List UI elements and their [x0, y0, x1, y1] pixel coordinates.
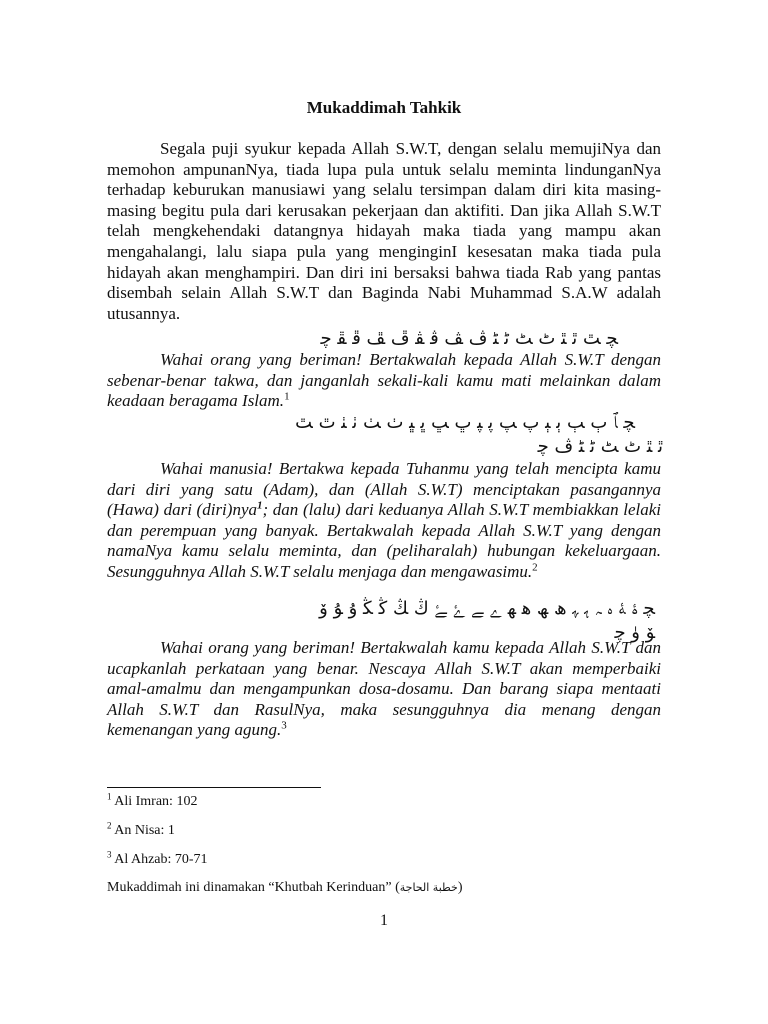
verse-2-translation	[107, 459, 661, 583]
verse-3-text: Wahai orang yang beriman! Bertakwalah kamu kepada Allah S.W.T dan ucapkanlah perkataan yang benar. Nescaya Allah S.W.T akan memperbaiki amal-amalmu dan mengampunkan dosa-dosamu. Dan barang siapa mentaati Allah S.W.T dan RasulNya, maka sesungguhnya dia menang dengan kemenangan yang agung.	[107, 638, 661, 740]
footnote-ref-2: 2	[532, 561, 538, 574]
arabic-verse-1: ﭽ ﭣ ﭤ ﭥ ﭦ ﭧ ﭨ ﭩ ﭪ ﭫ ﭬ ﭭ ﭮ ﭯ ﭰ ﭱ ﭼ	[320, 328, 618, 349]
footnote-ref-1: 1	[284, 390, 290, 403]
intro-paragraph: Segala puji syukur kepada Allah S.W.T, dengan selalu memujiNya dan memohon ampunanNya, tiada lupa pula untuk selalu meminta lindunganNya terhadap keburukan manusiawi yang selalu tersimpan dalam diri kita masing-masing begitu pula dari kerusakan pekerjaan dan aktifiti. Dan jika Allah S.W.T telah mengkehendaki datangnya hidayah maka tiada yang mampu akan mengahalangi, lalu siapa pula yang menginginI kesesatan maka tiada pula hidayah akan menghampiri. Dan diri ini bersaksi bahwa tiada Rab yang pantas disembah selain Allah S.W.T dan Baginda Nabi Muhammad S.A.W adalah utusannya.	[107, 139, 661, 323]
arabic-verse-2-line-1: ﭽ ﭑ ﭒ ﭓ ﭔ ﭕ ﭖ ﭗ ﭘ ﭙ ﭚ ﭛ ﭜ ﭝ ﭞ ﭟ ﭠ ﭡ ﭢ ﭣ	[295, 412, 635, 433]
footnote-2	[107, 820, 175, 839]
footnote-divider	[107, 787, 321, 788]
footnote-note-arabic: خطبة الحاجة	[399, 881, 458, 894]
inline-ref-1: 1	[257, 499, 263, 512]
verse-2-text-cont: ; dan (lalu) dari keduanya Allah S.W.T membiakkan lelaki dan perempuan yang banyak. Bertakwalah kepada Allah S.W.T yang dengan namaNya kamu selalu meminta, dan (peliharalah) hubungan kekeluargaan. Sesungguhnya Allah S.W.T selalu menjaga dan mengawasimu.	[107, 500, 661, 581]
page-title: Mukaddimah Tahkik	[306, 98, 462, 117]
verse-1-translation	[107, 350, 661, 412]
footnote-text: An Nisa: 1	[114, 823, 175, 838]
arabic-verse-3-line-2: ﯚ ﯛ ﭼ	[614, 622, 655, 643]
footnote-number: 2	[107, 820, 112, 831]
footnote-text: Ali Imran: 102	[114, 794, 198, 809]
footnote-note-text: Mukaddimah ini dinamakan “Khutbah Kerinduan” (	[107, 880, 400, 895]
footnote-note-end: )	[457, 880, 463, 895]
verse-1-text: Wahai orang yang beriman! Bertakwalah kepada Allah S.W.T dengan sebenar-benar takwa, dan janganlah sekali-kali kamu mati melainkan dalam keadaan beragama Islam.	[107, 350, 661, 411]
verse-2-text: Wahai manusia! Bertakwa kepada Tuhanmu yang telah mencipta kamu dari diri yang satu (Adam), dan (Allah S.W.T) menciptakan pasangannya (Hawa) dari (diri)nya	[107, 459, 661, 520]
footnote-ref-3: 3	[281, 719, 287, 732]
footnote-3	[107, 849, 208, 868]
page-number: 1	[380, 912, 388, 929]
footnote-note	[107, 880, 463, 896]
verse-3-translation	[107, 638, 661, 741]
footnote-1	[107, 791, 198, 810]
footnote-text: Al Ahzab: 70-71	[114, 852, 208, 867]
footnote-number: 1	[107, 791, 112, 802]
footnote-number: 3	[107, 849, 112, 860]
arabic-verse-3-line-1: ﭽ ﮤ ﮥ ﮦ ﮧ ﮨ ﮩ ﮪ ﮫ ﮬ ﮭ ﮮ ﮯ ﮰ ﮱ ﯓ ﯔ ﯕ ﯖ ﯗ ﯘ ﯙ	[319, 598, 655, 619]
arabic-verse-2-line-2: ﭤ ﭥ ﭦ ﭧ ﭨ ﭩ ﭪ ﭼ	[537, 436, 663, 457]
